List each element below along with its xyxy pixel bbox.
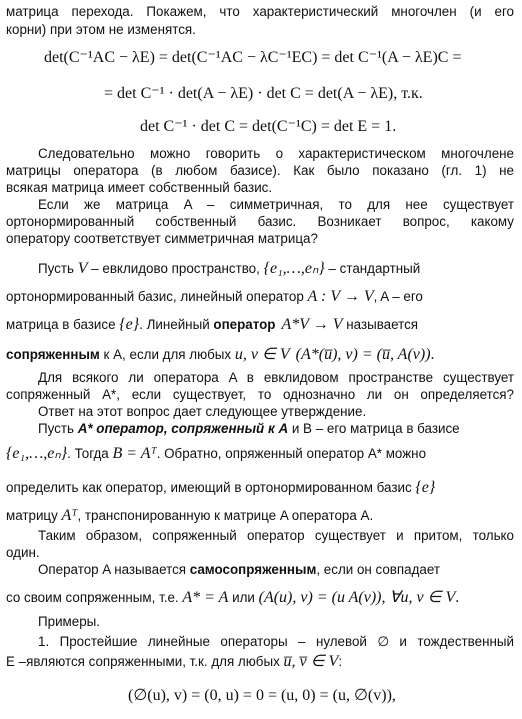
text: ортонормированный базис, линейный оператор	[6, 289, 308, 304]
text-line	[6, 286, 514, 308]
text-line	[6, 421, 514, 437]
text-line: Если же матрица A – симметричная, то для нее существует	[38, 197, 514, 212]
text: называется	[342, 317, 419, 332]
text: , если он совпадает	[316, 562, 441, 577]
text-line	[6, 443, 514, 465]
text-line	[6, 314, 514, 336]
text-line: Следовательно можно говорить о характеристическом многочлене	[38, 146, 514, 161]
math-inline: {e₁,…,eₙ}	[263, 260, 325, 277]
formula-line: det(C⁻¹AC − λE) = det(C⁻¹AC − λC⁻¹EC) = det C⁻¹(A − λE)C =	[44, 49, 462, 66]
math-inline: Aᵀ	[61, 507, 78, 524]
text-line	[6, 258, 514, 280]
math-inline: (A*(u̅), v) = (u̅, A(v))	[295, 346, 431, 363]
text-line: Ответ на этот вопрос дает следующее утверждение.	[38, 404, 367, 419]
math-inline: {e}	[119, 316, 140, 333]
text-line: всякая матрица имеет собственный базис.	[6, 180, 273, 195]
math-inline: u, v ∈ V	[234, 346, 290, 363]
text-line: матрица перехода. Покажем, что характеристический многочлен (и его	[6, 4, 514, 19]
math-inline: V	[77, 260, 88, 277]
math-inline: {e}	[415, 479, 436, 496]
term-bold: самосопряженным	[189, 562, 317, 577]
text-line	[6, 477, 514, 499]
text: определить как оператор, имеющий в ортонормированном базис	[6, 480, 416, 495]
formula-line: det C⁻¹ · det C = det(C⁻¹C) = det E = 1.	[140, 118, 397, 135]
text-line: 1. Простейшие линейные операторы – нулевой ∅ и тождественный	[38, 634, 514, 649]
text: . Линейный	[139, 317, 214, 332]
text-line: сопряженный A*, если существует, то однозначно ли он определяется?	[6, 387, 514, 402]
text-line: матрицы оператора (в любом базисе). Как было показано (гл. 1) не	[6, 163, 514, 178]
text: и B – его матрица в базисе	[288, 421, 460, 436]
text: . Тогда	[67, 446, 113, 461]
text: Пусть	[38, 421, 78, 436]
text-line: Таким образом, сопряженный оператор существует и притом, только	[38, 528, 514, 543]
text: к A, если для любых	[99, 347, 235, 362]
text: :	[338, 654, 343, 669]
text-line: Примеры.	[38, 614, 100, 629]
text: , транспонированную к матрице A оператора A.	[77, 508, 374, 523]
math-inline: A : V → V	[307, 288, 374, 305]
text: или	[228, 590, 259, 605]
text-line	[6, 587, 514, 609]
text-line: ортонормированный собственный базис. Возникает вопрос, какому	[6, 214, 514, 229]
text: . Обратно, опряженный оператор A* можно	[156, 446, 427, 461]
term-bold: сопряженным	[6, 347, 100, 362]
text: матрица в базисе	[6, 317, 120, 332]
text-line	[6, 344, 514, 366]
text: Оператор A называется	[38, 562, 190, 577]
text-line: Для всякого ли оператора A в евклидовом пространстве существует	[38, 370, 514, 385]
math-inline: {e₁,…,eₙ}	[6, 445, 68, 462]
formula-line: (∅(u), v) = (0, u) = 0 = (u, 0) = (u, ∅(v)),	[128, 687, 396, 704]
text-line	[6, 562, 514, 578]
text-line	[6, 652, 514, 672]
term-bold: A* оператор, сопряженный к A	[77, 421, 289, 436]
math-inline: A* = A	[182, 589, 229, 606]
math-inline: B = Aᵀ	[112, 445, 157, 462]
text: .	[430, 346, 435, 363]
text: E –являются сопряженными, т.к. для любых	[6, 654, 284, 669]
text: со своим сопряженным, т.е.	[6, 590, 183, 605]
text: матрицу	[6, 508, 62, 523]
math-inline: u̅, v̅ ∈ V	[283, 653, 339, 670]
text: – стандартный	[324, 261, 421, 276]
text-line: один.	[6, 545, 40, 560]
formula-line: = det C⁻¹ · det(A − λE) · det C = det(A − λE), т.к.	[104, 85, 423, 102]
text: , A – его	[373, 289, 423, 304]
math-inline: A*V → V	[281, 316, 343, 333]
text: Пусть	[38, 261, 78, 276]
text: .	[455, 589, 460, 606]
term-bold: оператор	[213, 317, 276, 332]
text-line: корни) при этом не изменятся.	[6, 22, 196, 37]
text-line: оператору соответствует симметричная матрица?	[6, 231, 318, 246]
text: – евклидово пространство,	[87, 261, 264, 276]
math-inline: (A(u), v) = (u A(v)), ∀u, v ∈ V	[258, 589, 456, 606]
text-line	[6, 505, 514, 527]
